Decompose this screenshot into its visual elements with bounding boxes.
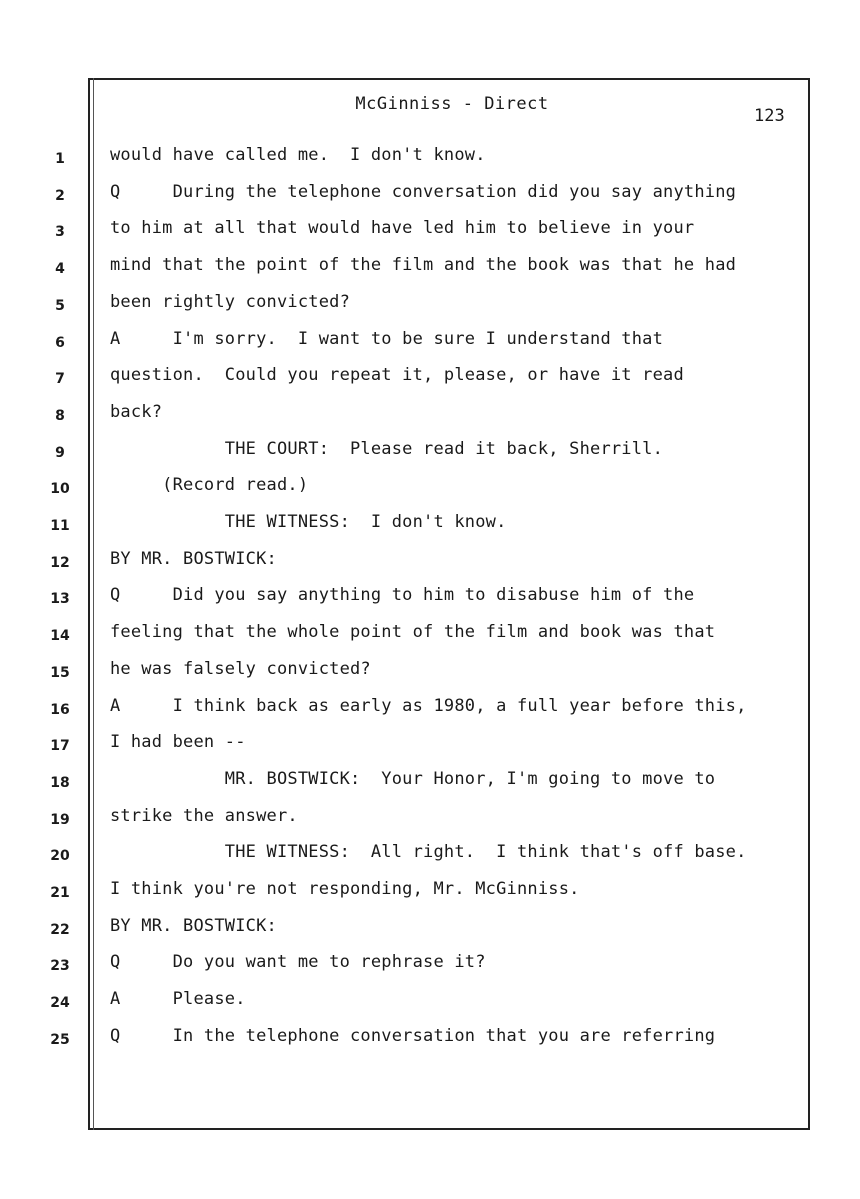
- page-header: McGinniss - Direct: [355, 94, 549, 114]
- transcript-line: [0, 435, 860, 471]
- line-number: 4: [55, 261, 65, 278]
- line-number: 16: [50, 701, 70, 718]
- transcript-line: [0, 178, 860, 214]
- line-number: 21: [50, 885, 70, 901]
- line-number: 25: [50, 1031, 70, 1048]
- line-number: 5: [55, 297, 65, 314]
- line-text: been rightly convicted?: [110, 291, 351, 312]
- line-number: 24: [50, 995, 70, 1012]
- line-text: BY MR. BOSTWICK:: [110, 548, 277, 569]
- transcript-line: [0, 985, 860, 1021]
- transcript-line: [0, 251, 860, 287]
- line-text: he was falsely convicted?: [110, 658, 371, 679]
- line-number: 6: [55, 334, 65, 351]
- transcript-line: [0, 325, 860, 361]
- line-number: 13: [50, 591, 70, 608]
- line-number: 7: [55, 371, 65, 388]
- line-text: BY MR. BOSTWICK:: [110, 915, 277, 936]
- transcript-line: [0, 581, 860, 617]
- page-frame-bottom: [88, 1128, 810, 1130]
- transcript-line: [0, 141, 860, 177]
- transcript-line: [0, 728, 860, 764]
- line-text: question. Could you repeat it, please, or have it read: [110, 365, 684, 386]
- transcript-line: [0, 471, 860, 507]
- transcript-line: [0, 912, 860, 948]
- line-text: Q Did you say anything to him to disabuse him of the: [110, 585, 695, 606]
- line-text: A Please.: [110, 989, 246, 1010]
- line-text: Q Do you want me to rephrase it?: [110, 952, 486, 973]
- line-text: would have called me. I don't know.: [110, 145, 486, 165]
- line-text: Q During the telephone conversation did you say anything: [110, 181, 737, 202]
- line-number: 2: [55, 187, 65, 204]
- transcript-line: [0, 618, 860, 654]
- line-number: 8: [55, 407, 65, 424]
- transcript-line: [0, 765, 860, 801]
- line-number: 11: [50, 518, 70, 534]
- page-number: 123: [754, 106, 785, 126]
- line-text: strike the answer.: [110, 805, 298, 826]
- line-number: 9: [55, 444, 65, 461]
- line-text: A I think back as early as 1980, a full year before this,: [110, 695, 747, 716]
- line-text: THE WITNESS: I don't know.: [110, 512, 507, 532]
- line-number: 17: [50, 738, 70, 755]
- transcript-line: [0, 692, 860, 728]
- line-number: 1: [55, 151, 65, 167]
- line-number: 10: [50, 481, 70, 498]
- transcript-line: [0, 398, 860, 434]
- line-text: I think you're not responding, Mr. McGinniss.: [110, 879, 580, 899]
- line-text: A I'm sorry. I want to be sure I understand that: [110, 328, 664, 349]
- line-number: 15: [50, 664, 70, 681]
- transcript-line: [0, 1022, 860, 1058]
- transcript-line: [0, 545, 860, 581]
- transcript-line: [0, 288, 860, 324]
- line-text: MR. BOSTWICK: Your Honor, I'm going to move to: [110, 768, 716, 789]
- transcript-line: [0, 508, 860, 544]
- line-text: to him at all that would have led him to believe in your: [110, 218, 695, 239]
- line-text: (Record read.): [110, 475, 309, 496]
- line-number: 20: [50, 848, 70, 865]
- transcript-line: [0, 655, 860, 691]
- transcript-line: [0, 802, 860, 838]
- line-text: I had been --: [110, 732, 246, 753]
- line-text: feeling that the whole point of the film and book was that: [110, 622, 716, 643]
- transcript-line: [0, 875, 860, 911]
- transcript-line: [0, 838, 860, 874]
- transcript-line: [0, 214, 860, 250]
- line-text: THE COURT: Please read it back, Sherrill.: [110, 438, 664, 459]
- line-number: 22: [50, 921, 70, 938]
- line-number: 3: [55, 224, 65, 241]
- line-number: 23: [50, 958, 70, 975]
- transcript-line: [0, 361, 860, 397]
- line-number: 19: [50, 811, 70, 828]
- line-number: 18: [50, 774, 70, 791]
- transcript-line: [0, 948, 860, 984]
- line-number: 14: [50, 628, 70, 645]
- line-text: mind that the point of the film and the book was that he had: [110, 255, 737, 276]
- line-number: 12: [50, 554, 70, 571]
- line-text: back?: [110, 401, 163, 422]
- page-frame-top: [88, 78, 810, 80]
- line-text: Q In the telephone conversation that you are referring: [110, 1025, 716, 1046]
- line-text: THE WITNESS: All right. I think that's off base.: [110, 842, 747, 863]
